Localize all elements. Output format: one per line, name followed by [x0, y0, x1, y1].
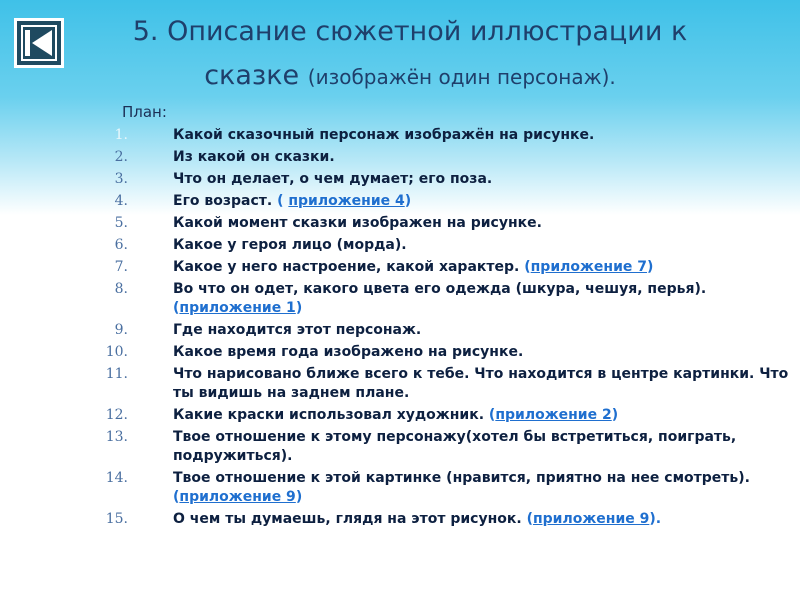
plan-item [0, 469, 800, 507]
plan-item-number: 8. [114, 281, 128, 297]
link-open-paren: ( [173, 300, 180, 316]
plan-item [0, 126, 800, 145]
plan-item-number: 13. [105, 429, 128, 445]
plan-item-number: 9. [114, 322, 128, 338]
plan-item-number: 7. [114, 259, 128, 275]
plan-label: План: [122, 103, 167, 121]
appendix-link[interactable]: приложение 4 [288, 193, 405, 209]
appendix-link[interactable]: приложение 2 [495, 407, 612, 423]
plan-item-text: Что он делает, о чем думает; его поза. [173, 171, 493, 187]
plan-item [0, 280, 800, 318]
plan-item [0, 236, 800, 255]
plan-item-text: О чем ты думаешь, глядя на этот рисунок. [173, 511, 527, 527]
plan-item-text: Какой сказочный персонаж изображён на рисунке. [173, 127, 595, 143]
plan-item-text: Твое отношение к этой картинке (нравится, приятно на нее смотреть). [173, 470, 750, 486]
plan-item [0, 258, 800, 277]
plan-item [0, 170, 800, 189]
link-open-paren: ( [524, 259, 531, 275]
slide-title [90, 10, 730, 99]
back-button[interactable] [14, 18, 64, 68]
slide-title-main: 5. Описание сюжетной иллюстрации к сказке [132, 16, 688, 91]
plan-item [0, 406, 800, 425]
link-open-paren: ( [277, 193, 289, 209]
plan-item-text: Какой момент сказки изображен на рисунке. [173, 215, 542, 231]
link-open-paren: ( [488, 407, 496, 423]
plan-item-number: 5. [114, 215, 128, 231]
plan-item-number: 15. [105, 511, 128, 527]
plan-item-number: 3. [114, 171, 128, 187]
link-open-paren: ( [173, 489, 180, 505]
plan-item [0, 428, 800, 466]
plan-item-text: Какое у героя лицо (морда). [173, 237, 407, 253]
plan-item [0, 343, 800, 362]
appendix-link[interactable]: приложение 9 [179, 489, 296, 505]
appendix-link[interactable]: приложение 1 [179, 300, 296, 316]
plan-item-text: Во что он одет, какого цвета его одежда (шкура, чешуя, перья). [173, 281, 707, 297]
plan-item-number: 11. [105, 366, 128, 382]
slide-title-sub: (изображён один персонаж). [307, 65, 616, 89]
link-open-paren: ( [526, 511, 533, 527]
plan-item-number: 2. [114, 149, 128, 165]
link-close-paren: ) [295, 489, 303, 505]
link-close-paren: ) [404, 193, 412, 209]
plan-item-text: Твое отношение к этому персонажу(хотел бы встретиться, поиграть, подружиться). [173, 429, 737, 464]
appendix-link[interactable]: приложение 7 [530, 259, 648, 275]
plan-item [0, 365, 800, 403]
appendix-link[interactable]: приложение 9 [532, 511, 650, 527]
plan-item-text: Какое время года изображено на рисунке. [173, 344, 524, 360]
plan-item-number: 4. [114, 193, 128, 209]
plan-item-text: Что нарисовано ближе всего к тебе. Что находится в центре картинки. Что ты видишь на заднем плане. [173, 366, 789, 401]
plan-item-text: Какие краски использовал художник. [173, 407, 489, 423]
plan-item [0, 510, 800, 529]
plan-item-number: 12. [105, 407, 128, 423]
plan-item [0, 148, 800, 167]
link-close-paren: ) [647, 259, 654, 275]
plan-item [0, 192, 800, 211]
plan-list [0, 126, 800, 532]
plan-item-number: 14. [105, 470, 128, 486]
link-close-paren: ). [649, 511, 662, 527]
plan-item-text: Из какой он сказки. [173, 149, 335, 165]
plan-item-text: Его возраст. [173, 193, 278, 209]
plan-item-text: Какое у него настроение, какой характер. [173, 259, 525, 275]
plan-item [0, 321, 800, 340]
back-arrow-icon [23, 27, 55, 59]
plan-item-number: 10. [105, 344, 128, 360]
plan-item [0, 214, 800, 233]
plan-item-number: 6. [114, 237, 128, 253]
link-close-paren: ) [295, 300, 303, 316]
plan-item-number: 1. [114, 127, 128, 143]
link-close-paren: ) [611, 407, 619, 423]
plan-item-text: Где находится этот персонаж. [173, 322, 422, 338]
